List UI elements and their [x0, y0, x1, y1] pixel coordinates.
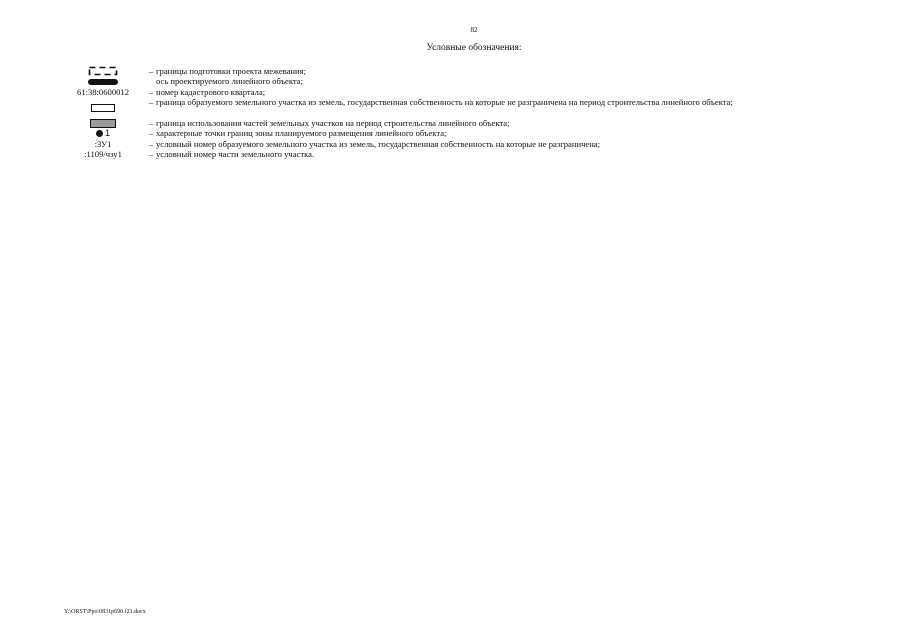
legend-item-cadastral-quarter [60, 87, 760, 97]
point-number: 1 [104, 128, 110, 139]
legend-symbol [60, 76, 146, 86]
black-ellipse-icon [88, 79, 118, 85]
legend-item-plot-part-number [60, 149, 760, 159]
page-number: 82 [470, 26, 478, 34]
point-symbol [96, 128, 110, 138]
legend-dash: – [148, 97, 154, 108]
plot-number-symbol: :ЗУ1 [94, 138, 112, 149]
white-rectangle-icon [91, 104, 115, 112]
legend-description: номер кадастрового квартала; [156, 86, 266, 97]
legend-dash: – [148, 66, 154, 76]
legend-symbol [60, 128, 146, 138]
black-dot-icon [96, 130, 103, 137]
legend-title: Условные обозначения: [426, 43, 522, 53]
legend-symbol [60, 97, 146, 118]
legend-description: условный номер части земельного участка. [156, 149, 315, 160]
legend-description: ось проектируемого линейного объекта; [156, 76, 303, 87]
legend-item-formed-plot-boundary [60, 97, 760, 118]
cadastral-quarter-number: 61:38:0600012 [76, 86, 130, 97]
footer-file-path: Y:\ORST\Ppo\0831p690.f21.docx [64, 609, 146, 615]
dashed-boundary-icon [88, 66, 118, 76]
legend-description: границы подготовки проекта межевания; [156, 66, 306, 76]
legend-symbol [60, 118, 146, 128]
gray-rectangle-icon [90, 119, 116, 128]
legend-item-characteristic-points [60, 128, 760, 138]
plot-part-number-symbol: :1109/чзу1 [84, 149, 122, 160]
legend-dash: – [148, 138, 154, 149]
legend-symbol [60, 139, 146, 149]
legend-item-plot-parts-usage [60, 118, 760, 128]
legend-dash: – [148, 86, 154, 97]
legend-description: граница образуемого земельного участка из земель, государственная собственность на которые не разграничена на период строительства линейного объекта; [156, 97, 733, 108]
legend [60, 66, 760, 160]
legend-item-project-boundary [60, 66, 760, 76]
legend-dash: – [148, 118, 154, 129]
legend-symbol [60, 87, 146, 97]
legend-dash: – [148, 149, 154, 160]
legend-description: граница использования частей земельных участков на период строительства линейного объекта; [156, 118, 510, 129]
legend-item-object-axis [60, 76, 760, 86]
legend-symbol [60, 66, 146, 76]
legend-dash: – [148, 128, 154, 139]
legend-symbol [60, 149, 146, 159]
legend-description: условный номер образуемого земельного участка из земель, государственная собственность на которые не разграничена; [156, 138, 601, 149]
legend-description: характерные точки границ зоны планируемого размещения линейного объекта; [156, 128, 447, 139]
legend-item-plot-number [60, 139, 760, 149]
